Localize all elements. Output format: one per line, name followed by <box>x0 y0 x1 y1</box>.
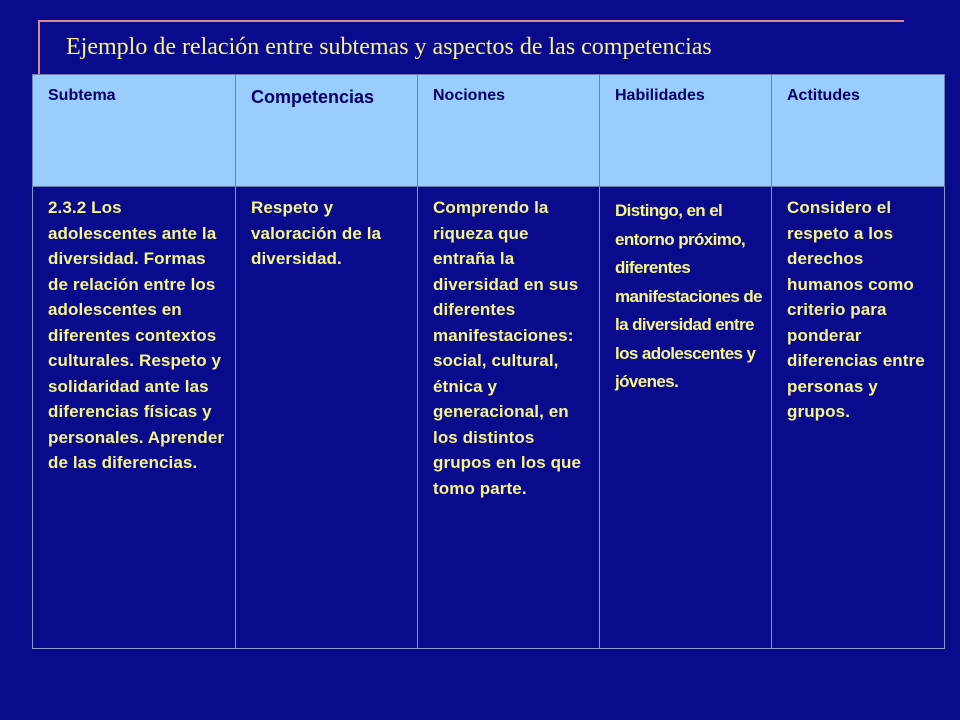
cell-nociones: Comprendo la riqueza que entraña la diversidad en sus diferentes manifestaciones: social, cultural, étnica y generacional, en los distintos grupos en los que tomo parte. <box>418 187 600 649</box>
header-nociones: Nociones <box>418 75 600 187</box>
table-header-row <box>33 75 945 187</box>
header-habilidades: Habilidades <box>600 75 772 187</box>
slide-title: Ejemplo de relación entre subtemas y aspectos de las competencias <box>66 34 712 60</box>
cell-actitudes: Considero el respeto a los derechos humanos como criterio para ponderar diferencias entre personas y grupos. <box>772 187 945 649</box>
header-competencias: Competencias <box>236 75 418 187</box>
cell-competencias: Respeto y valoración de la diversidad. <box>236 187 418 649</box>
competencies-table <box>32 74 945 649</box>
header-actitudes: Actitudes <box>772 75 945 187</box>
header-subtema: Subtema <box>33 75 236 187</box>
cell-habilidades: Distingo, en el entorno próximo, diferentes manifestaciones de la diversidad entre los adolescentes y jóvenes. <box>600 187 772 649</box>
table-row <box>33 187 945 649</box>
cell-subtema: 2.3.2 Los adolescentes ante la diversidad. Formas de relación entre los adolescentes en diferentes contextos culturales. Respeto y solidaridad ante las diferencias físicas y personales. Aprender de las diferencias. <box>33 187 236 649</box>
